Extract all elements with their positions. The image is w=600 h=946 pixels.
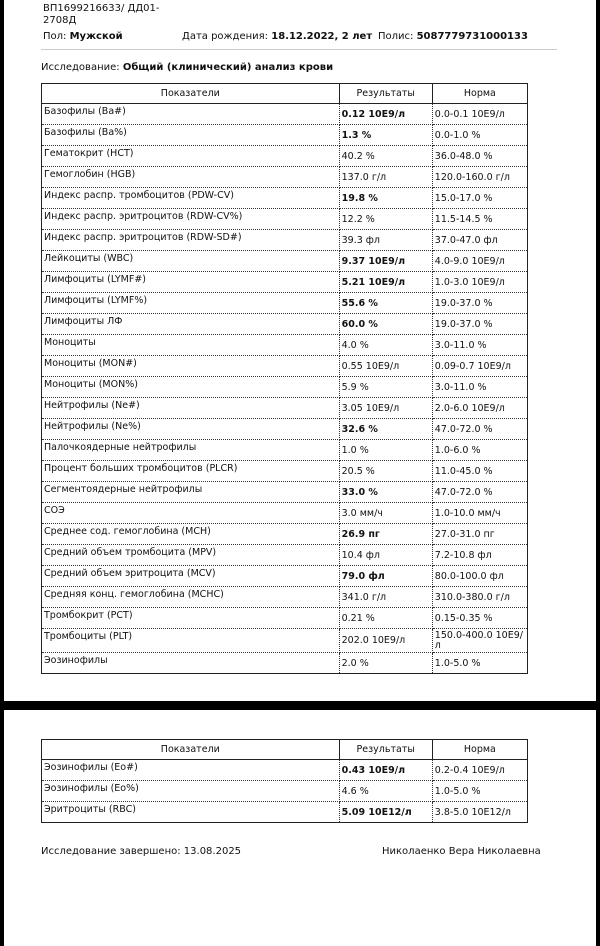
sex-value: Мужской <box>69 31 123 42</box>
table-row <box>42 524 528 545</box>
norm-range: 2.0-6.0 10E9/л <box>432 398 527 419</box>
result-value <box>339 760 432 781</box>
indicator-name: Средний объем эритроцита (MCV) <box>42 566 340 587</box>
result-text: 39.3 фл <box>341 234 380 246</box>
table-row <box>42 125 528 146</box>
result-value <box>339 188 432 209</box>
result-text: 60.0 % <box>341 318 378 330</box>
result-value <box>339 608 432 629</box>
result-text: 19.8 % <box>341 192 378 204</box>
table-row <box>42 272 528 293</box>
result-value <box>339 356 432 377</box>
sample-id-line-1: ВП1699216633/ ДД01- <box>43 3 160 14</box>
indicator-name: Эозинофилы <box>42 653 340 674</box>
norm-range: 37.0-47.0 фл <box>432 230 527 251</box>
result-text: 9.37 10E9/л <box>341 255 406 267</box>
result-value <box>339 377 432 398</box>
norm-range: 36.0-48.0 % <box>432 146 527 167</box>
result-text: 33.0 % <box>341 486 378 498</box>
result-text: 0.43 10E9/л <box>341 764 406 776</box>
norm-range: 19.0-37.0 % <box>432 314 527 335</box>
results-table-1 <box>41 83 528 674</box>
result-text: 5.21 10E9/л <box>341 276 406 288</box>
result-text: 341.0 г/л <box>341 591 387 603</box>
col-result-header: Результаты <box>339 84 432 104</box>
col-norm-header: Норма <box>432 84 527 104</box>
indicator-name: Среднее сод. гемоглобина (MCH) <box>42 524 340 545</box>
indicator-name: Эозинофилы (Eo#) <box>42 760 340 781</box>
indicator-name: Сегментоядерные нейтрофилы <box>42 482 340 503</box>
indicator-name: Гематокрит (HCT) <box>42 146 340 167</box>
norm-range: 47.0-72.0 % <box>432 419 527 440</box>
result-text: 4.0 % <box>341 339 369 351</box>
norm-range: 47.0-72.0 % <box>432 482 527 503</box>
table-row <box>42 398 528 419</box>
doctor-name: Николаенко Вера Николаевна <box>382 846 541 857</box>
result-text: 137.0 г/л <box>341 171 387 183</box>
indicator-name: Моноциты (MON%) <box>42 377 340 398</box>
result-text: 202.0 10E9/л <box>341 635 406 646</box>
result-text: 1.3 % <box>341 129 372 141</box>
result-text: 3.0 мм/ч <box>341 507 383 519</box>
result-value <box>339 209 432 230</box>
result-value <box>339 146 432 167</box>
norm-range: 0.2-0.4 10E9/л <box>432 760 527 781</box>
dob-label: Дата рождения: <box>182 31 269 42</box>
result-text: 55.6 % <box>341 297 378 309</box>
table-row <box>42 188 528 209</box>
indicator-name: Базофилы (Ba#) <box>42 104 340 125</box>
result-value <box>339 251 432 272</box>
indicator-name: Лимфоциты ЛФ <box>42 314 340 335</box>
norm-range: 7.2-10.8 фл <box>432 545 527 566</box>
indicator-name: Нейтрофилы (Ne#) <box>42 398 340 419</box>
policy-label: Полис: <box>378 31 414 42</box>
result-text: 5.09 10E12/л <box>341 806 412 818</box>
result-value <box>339 125 432 146</box>
norm-range: 11.0-45.0 % <box>432 461 527 482</box>
result-value <box>339 440 432 461</box>
indicator-name: Нейтрофилы (Ne%) <box>42 419 340 440</box>
norm-range: 3.8-5.0 10E12/л <box>432 802 527 823</box>
norm-range: 0.0-1.0 % <box>432 125 527 146</box>
dob-field <box>182 31 372 43</box>
indicator-name: Индекс распр. эритроцитов (RDW-CV%) <box>42 209 340 230</box>
indicator-name: Лейкоциты (WBC) <box>42 251 340 272</box>
norm-range: 3.0-11.0 % <box>432 377 527 398</box>
result-value <box>339 461 432 482</box>
norm-range: 1.0-5.0 % <box>432 653 527 674</box>
completion-date: Исследование завершено: 13.08.2025 <box>41 846 242 857</box>
indicator-name: Палочкоядерные нейтрофилы <box>42 440 340 461</box>
table-row <box>42 503 528 524</box>
table-row <box>42 545 528 566</box>
result-value <box>339 781 432 802</box>
result-value <box>339 653 432 674</box>
table-row <box>42 419 528 440</box>
norm-range: 15.0-17.0 % <box>432 188 527 209</box>
norm-range: 1.0-5.0 % <box>432 781 527 802</box>
table-row <box>42 335 528 356</box>
norm-range: 11.5-14.5 % <box>432 209 527 230</box>
norm-range: 0.09-0.7 10E9/л <box>432 356 527 377</box>
result-value <box>339 524 432 545</box>
norm-range: 1.0-3.0 10E9/л <box>432 272 527 293</box>
result-value <box>339 335 432 356</box>
indicator-name: Эритроциты (RBC) <box>42 802 340 823</box>
header-divider <box>41 49 557 50</box>
indicator-name: Средний объем тромбоцита (MPV) <box>42 545 340 566</box>
table-header-row <box>42 740 528 760</box>
col-norm-header: Норма <box>432 740 527 760</box>
result-value <box>339 482 432 503</box>
table-row <box>42 461 528 482</box>
col-result-header: Результаты <box>339 740 432 760</box>
study-label: Исследование: <box>41 62 120 73</box>
indicator-name: Эозинофилы (Eo%) <box>42 781 340 802</box>
table-row <box>42 802 528 823</box>
indicator-name: Лимфоциты (LYMF%) <box>42 293 340 314</box>
table-row <box>42 230 528 251</box>
norm-range: 120.0-160.0 г/л <box>432 167 527 188</box>
result-text: 0.55 10E9/л <box>341 360 400 372</box>
result-text: 32.6 % <box>341 423 378 435</box>
indicator-name: Базофилы (Ba%) <box>42 125 340 146</box>
study-title <box>41 62 333 74</box>
indicator-name: Средняя конц. гемоглобина (MCHC) <box>42 587 340 608</box>
result-text: 10.4 фл <box>341 549 380 561</box>
result-text: 40.2 % <box>341 150 375 162</box>
indicator-name: Индекс распр. тромбоцитов (PDW-CV) <box>42 188 340 209</box>
result-text: 26.9 пг <box>341 528 380 540</box>
sample-id-line-2: 2708Д <box>43 15 77 26</box>
indicator-name: Гемоглобин (HGB) <box>42 167 340 188</box>
results-body-2 <box>42 760 528 823</box>
result-value <box>339 314 432 335</box>
table-row <box>42 760 528 781</box>
result-text: 0.21 % <box>341 612 375 624</box>
result-value <box>339 566 432 587</box>
policy-field <box>378 31 528 43</box>
result-text: 4.6 % <box>341 785 369 797</box>
table-row <box>42 104 528 125</box>
indicator-name: СОЭ <box>42 503 340 524</box>
results-table-2 <box>41 739 528 823</box>
result-text: 2.0 % <box>341 657 369 669</box>
indicator-name: Моноциты <box>42 335 340 356</box>
sex-label: Пол: <box>43 31 67 42</box>
norm-range: 310.0-380.0 г/л <box>432 587 527 608</box>
result-text: 20.5 % <box>341 465 375 477</box>
norm-range: 0.15-0.35 % <box>432 608 527 629</box>
col-indicator-header: Показатели <box>42 84 340 104</box>
result-value <box>339 398 432 419</box>
table-row <box>42 482 528 503</box>
result-value <box>339 167 432 188</box>
sex-field <box>43 31 123 43</box>
dob-value: 18.12.2022, 2 лет <box>271 31 373 42</box>
norm-range: 4.0-9.0 10E9/л <box>432 251 527 272</box>
norm-range: 27.0-31.0 пг <box>432 524 527 545</box>
result-value <box>339 419 432 440</box>
results-body-1 <box>42 104 528 674</box>
policy-value: 5087779731000133 <box>416 31 528 42</box>
result-text: 5.9 % <box>341 381 369 393</box>
result-text: 79.0 фл <box>341 570 385 582</box>
result-value <box>339 503 432 524</box>
table-row <box>42 608 528 629</box>
table-row <box>42 566 528 587</box>
result-text: 12.2 % <box>341 213 375 225</box>
table-row <box>42 440 528 461</box>
result-value <box>339 293 432 314</box>
table-row <box>42 587 528 608</box>
result-value <box>339 104 432 125</box>
table-row <box>42 146 528 167</box>
col-indicator-header: Показатели <box>42 740 340 760</box>
norm-range: 1.0-10.0 мм/ч <box>432 503 527 524</box>
table-row <box>42 356 528 377</box>
table-row <box>42 209 528 230</box>
norm-range: 0.0-0.1 10E9/л <box>432 104 527 125</box>
table-row <box>42 629 528 653</box>
table-row <box>42 314 528 335</box>
norm-range: 3.0-11.0 % <box>432 335 527 356</box>
result-value <box>339 230 432 251</box>
result-value <box>339 272 432 293</box>
indicator-name: Тромбокрит (PCT) <box>42 608 340 629</box>
indicator-name: Индекс распр. эритроцитов (RDW-SD#) <box>42 230 340 251</box>
table-header-row <box>42 84 528 104</box>
study-value: Общий (клинический) анализ крови <box>122 62 334 73</box>
norm-range: 80.0-100.0 фл <box>432 566 527 587</box>
result-text: 3.05 10E9/л <box>341 402 400 414</box>
norm-range: 1.0-6.0 % <box>432 440 527 461</box>
table-row <box>42 377 528 398</box>
table-row <box>42 653 528 674</box>
indicator-name: Лимфоциты (LYMF#) <box>42 272 340 293</box>
table-row <box>42 293 528 314</box>
result-value <box>339 802 432 823</box>
table-row <box>42 781 528 802</box>
norm-range: 19.0-37.0 % <box>432 293 527 314</box>
result-text: 0.12 10E9/л <box>341 108 406 120</box>
result-value <box>339 587 432 608</box>
norm-range: 150.0-400.0 10E9/л <box>432 629 527 653</box>
result-value <box>339 629 432 653</box>
indicator-name: Процент больших тромбоцитов (PLCR) <box>42 461 340 482</box>
table-row <box>42 251 528 272</box>
indicator-name: Моноциты (MON#) <box>42 356 340 377</box>
table-row <box>42 167 528 188</box>
result-value <box>339 545 432 566</box>
indicator-name: Тромбоциты (PLT) <box>42 629 340 653</box>
result-text: 1.0 % <box>341 444 369 456</box>
